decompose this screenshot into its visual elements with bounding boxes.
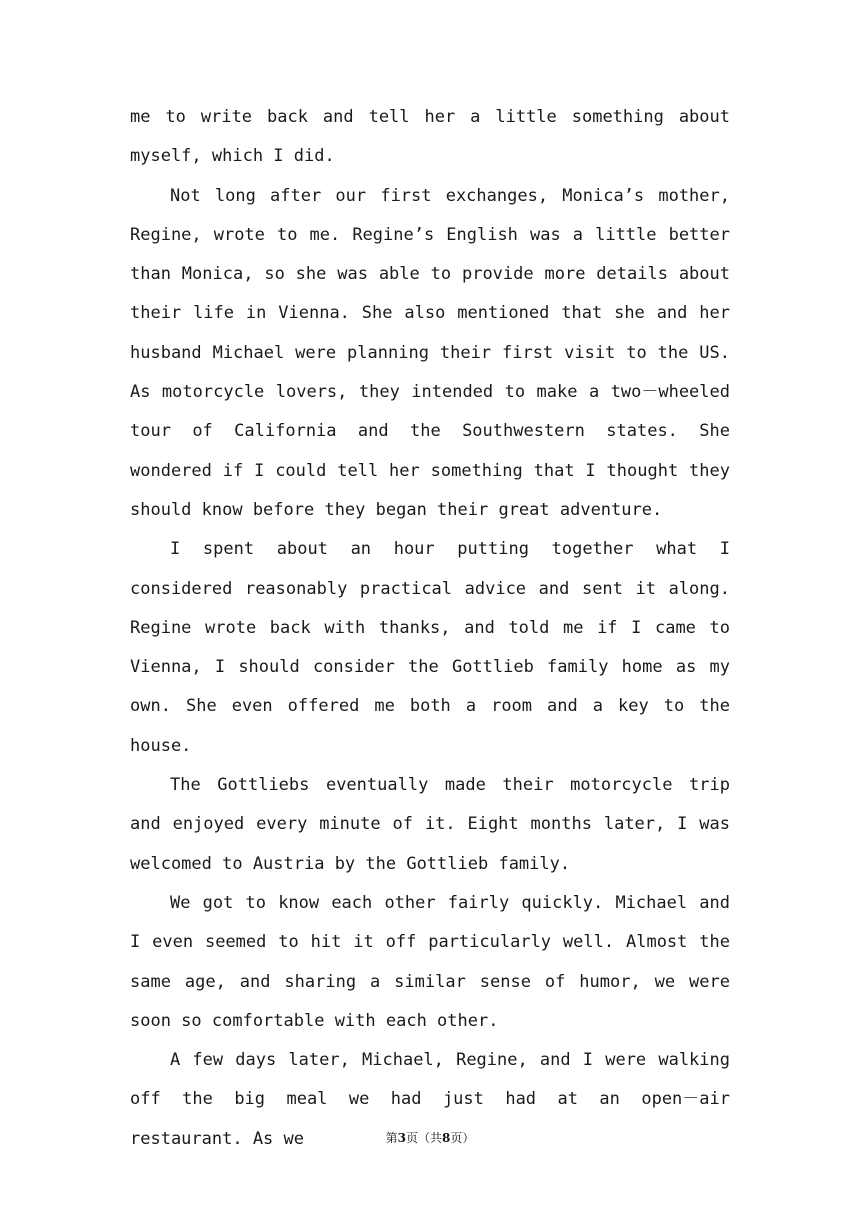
paragraph-3: I spent about an hour putting together what I considered reasonably practical advice and sent it along. Regine wrote back with thanks, and told me if I came to Vienna, I should consider the Gottlieb family home as my own. She even offered me both a room and a key to the house. [130,539,730,756]
document-body [130,98,730,1159]
page-footer [0,1129,860,1146]
paragraph-2: Not long after our first exchanges, Monica’s mother, Regine, wrote to me. Regine’s English was a little better than Monica, so she was able to provide more details about their life in Vienna. She also mentioned that she and her husband Michael were planning their first visit to the US. As motorcycle lovers, they intended to make a two－wheeled tour of California and the Southwestern states. She wondered if I could tell her something that I thought they should know before they began their great adventure. [130,185,730,520]
paragraph-5: We got to know each other fairly quickly. Michael and I even seemed to hit it off particularly well. Almost the same age, and sharing a similar sense of humor, we were soon so comfortable with each other. [130,892,730,1031]
paragraph-6: A few days later, Michael, Regine, and I were walking off the big meal we had just had at an open－air restaurant. As we [130,1050,730,1149]
footer-middle: 页（共 [405,1131,442,1145]
footer-prefix: 第 [385,1131,398,1145]
footer-page-number: 3 [397,1131,406,1145]
paragraph-4: The Gottliebs eventually made their motorcycle trip and enjoyed every minute of it. Eight months later, I was welcomed to Austria by the Gottlieb family. [130,775,730,874]
footer-total-pages: 8 [442,1131,451,1145]
paragraph-1: me to write back and tell her a little something about myself, which I did. [130,107,730,167]
footer-suffix: 页） [450,1131,475,1145]
